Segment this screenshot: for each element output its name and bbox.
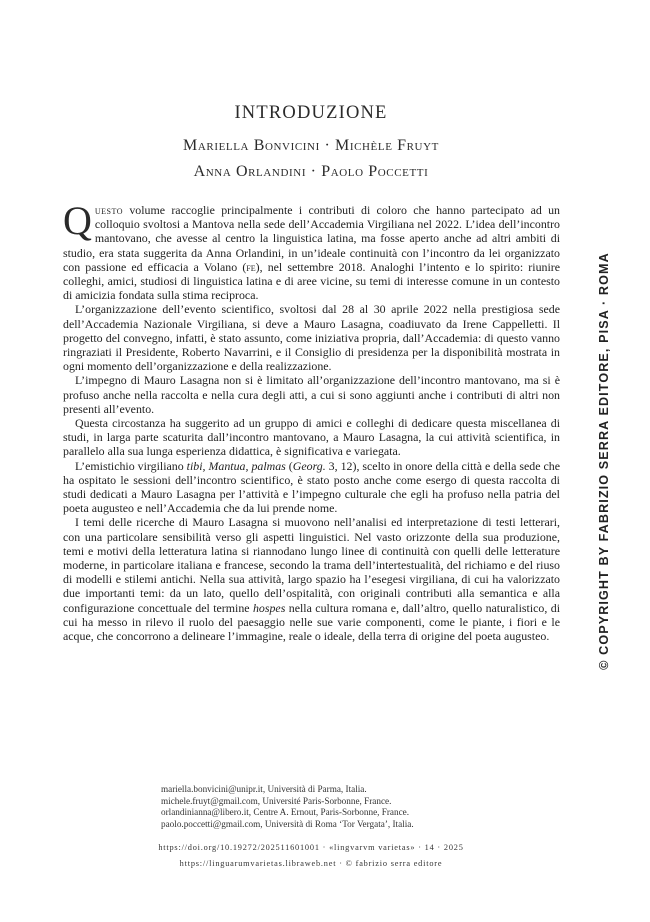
authors-line-2: Anna Orlandini · Paolo Poccetti [193, 163, 429, 180]
author-affiliations [161, 784, 521, 830]
virgil-quote: tibi, Mantua, palmas [186, 458, 286, 473]
lead-in: uesto [94, 203, 124, 217]
paragraph-5: L’emistichio virgiliano tibi, Mantua, palmas (Georg. 3, 12), scelto in onore della città e della sede che ha ospitato le sessioni dell’incontro scientifico, è stato posto anche come esergo di questa raccolta di studi dedicati a Mauro Lasagna per l’attività e l’impegno culturale che egli ha profuso nella patria del poeta augusteo e nell’Accademia che da lui prende nome. [63, 458, 560, 516]
province-abbr: fe [246, 259, 256, 274]
term-hospes: hospes [252, 600, 286, 615]
affiliation-line: mariella.bonvicini@unipr.it, Università di Parma, Italia. [161, 784, 367, 794]
paragraph-3: L’impegno di Mauro Lasagna non si è limitato all’organizzazione dell’incontro mantovano, ma si è profuso anche nella raccolta e nella cura degli atti, a cui si sono aggiunti anche i contributi di altri non presenti all’evento. [63, 373, 560, 416]
affiliation-line: orlandinianna@libero.it, Centre A. Ernout, Paris-Sorbonne, France. [161, 807, 410, 818]
paragraph-2: L’organizzazione dell’evento scientifico, svoltosi dal 28 al 30 aprile 2022 nella prestigiosa sede dell’Accademia Nazionale Virgiliana, si deve a Mauro Lasagna, coadiuvato da Irene Cappelletti. Il progetto del convegno, infatti, è stato assunto, come iniziativa propria, dall’Accademia: di questo vanno ringraziati il Presidente, Roberto Navarrini, e il Consiglio di presidenza per la disponibilità mostrata in ogni momento dell’organizzazione e della realizzazione. [63, 302, 560, 374]
paragraph-1: Questo volume raccoglie principalmente i contributi di coloro che hanno partecipato ad un colloquio svoltosi a Mantova nella sede dell’Accademia Virgiliana nel 2022. L’idea dell’incontro mantovano, che avesse al centro la linguistica latina, ma fosse aperto anche ad altri ambiti di studio, era stata suggerita da Anna Orlandini, in un’ideale continuità con l’incontro da lei organizzato con passione ed efficacia a Volano (fe), nel settembre 2018. Analoghi l’intento e lo spirito: riunire colleghi, amici, studiosi di linguistica latina e di aree vicine, su temi di interesse comune in un contesto di amicizia fondata sulla stima reciproca. [63, 198, 560, 303]
body-text [63, 198, 560, 644]
authors-line-1: Mariella Bonvicini · Michèle Fruyt [183, 137, 439, 154]
chapter-title: INTRODUZIONE [234, 103, 388, 123]
paragraph-6: I temi delle ricerche di Mauro Lasagna si muovono nell’analisi ed interpretazione di testi letterari, con una particolare sensibilità verso gli aspetti linguistici. Nel vasto orizzonte della sua produzione, temi e motivi della letteratura latina si riannodano lungo linee di continuità con quelli delle letterature moderne, in particolare italiana e francese, secondo la trama dell’intertestualità, del richiamo e del riuso di modelli e stilemi antichi. Nella sua attività, largo spazio ha l’esegesi virgiliana, di cui ha valorizzato due importanti temi: da un lato, quello dell’ospitalità, con originali contributi alla semantica e alla configurazione concettuale del termine hospes nella cultura romana e, dall’altro, quello naturalistico, di cui ha messo in rilevo il ruolo del paesaggio nelle sue varie componenti, come le piante, i fiori e le acque, che concorrono a delineare l’immagine, reale o ideale, della terra di origine del poeta augusteo. [63, 515, 560, 644]
affiliation-line: michele.fruyt@gmail.com, Université Paris-Sorbonne, France. [161, 795, 392, 806]
footer-doi-line: https://doi.org/10.19272/202511601001 · «lingvarvm varietas» · 14 · 2025 [158, 843, 464, 852]
source-citation: Georg. [292, 458, 326, 473]
affiliation-line: paolo.poccetti@gmail.com, Università di Roma ‘Tor Vergata’, Italia. [161, 818, 414, 829]
paragraph-4: Questa circostanza ha suggerito ad un gruppo di amici e colleghi di dedicare questa miscellanea di studi, in larga parte scaturita dall’incontro mantovano, a Mauro Lasagna, la cui attività scientifica, in parallelo alla sua lunga esperienza didattica, è significativa e variegata. [63, 416, 560, 459]
drop-cap: Q [63, 198, 92, 243]
side-copyright-notice: © COPYRIGHT BY FABRIZIO SERRA EDITORE, PISA · ROMA [597, 252, 611, 670]
footer-website-line: https://linguarumvarietas.libraweb.net · © fabrizio serra editore [179, 859, 443, 868]
